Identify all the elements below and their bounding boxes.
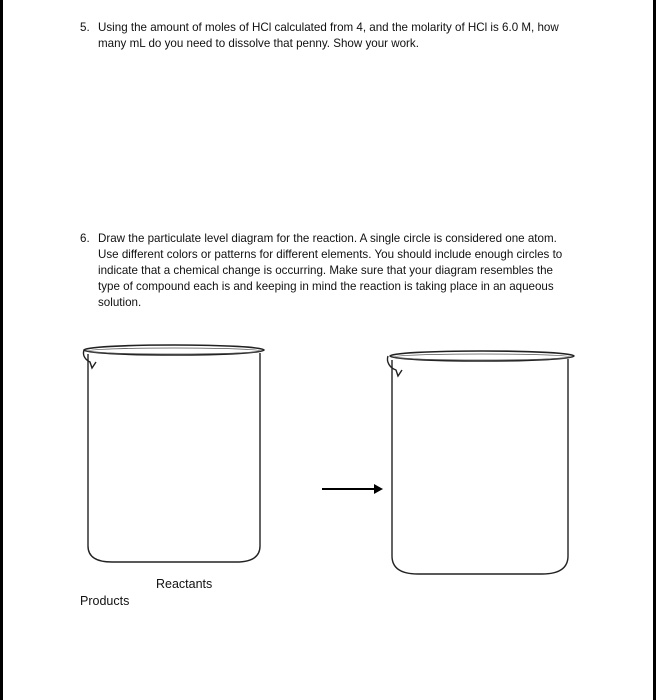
question-line: indicate that a chemical change is occurring. Make sure that your diagram resembles the (98, 264, 553, 277)
question-line: Use different colors or patterns for different elements. You should include enough circles to (98, 248, 563, 261)
question-text (98, 231, 562, 311)
question-line: Using the amount of moles of HCl calculated from 4, and the molarity of HCl is 6.0 M, how (98, 21, 559, 34)
question-line: solution. (98, 296, 142, 309)
products-beaker (380, 346, 580, 582)
question-text (98, 20, 559, 52)
reactants-label: Reactants (156, 577, 213, 591)
right-arrow-icon (320, 481, 384, 497)
reactants-beaker (78, 340, 268, 570)
page-left-border (0, 0, 3, 700)
question-line: type of compound each is and keeping in mind the reaction is taking place in an aqueous (98, 280, 554, 293)
question-line: Draw the particulate level diagram for the reaction. A single circle is considered one atom. (98, 232, 557, 245)
products-label: Products (80, 594, 130, 608)
question-number: 5. (80, 21, 90, 34)
question-number: 6. (80, 232, 90, 245)
question-line: many mL do you need to dissolve that penny. Show your work. (98, 37, 419, 50)
